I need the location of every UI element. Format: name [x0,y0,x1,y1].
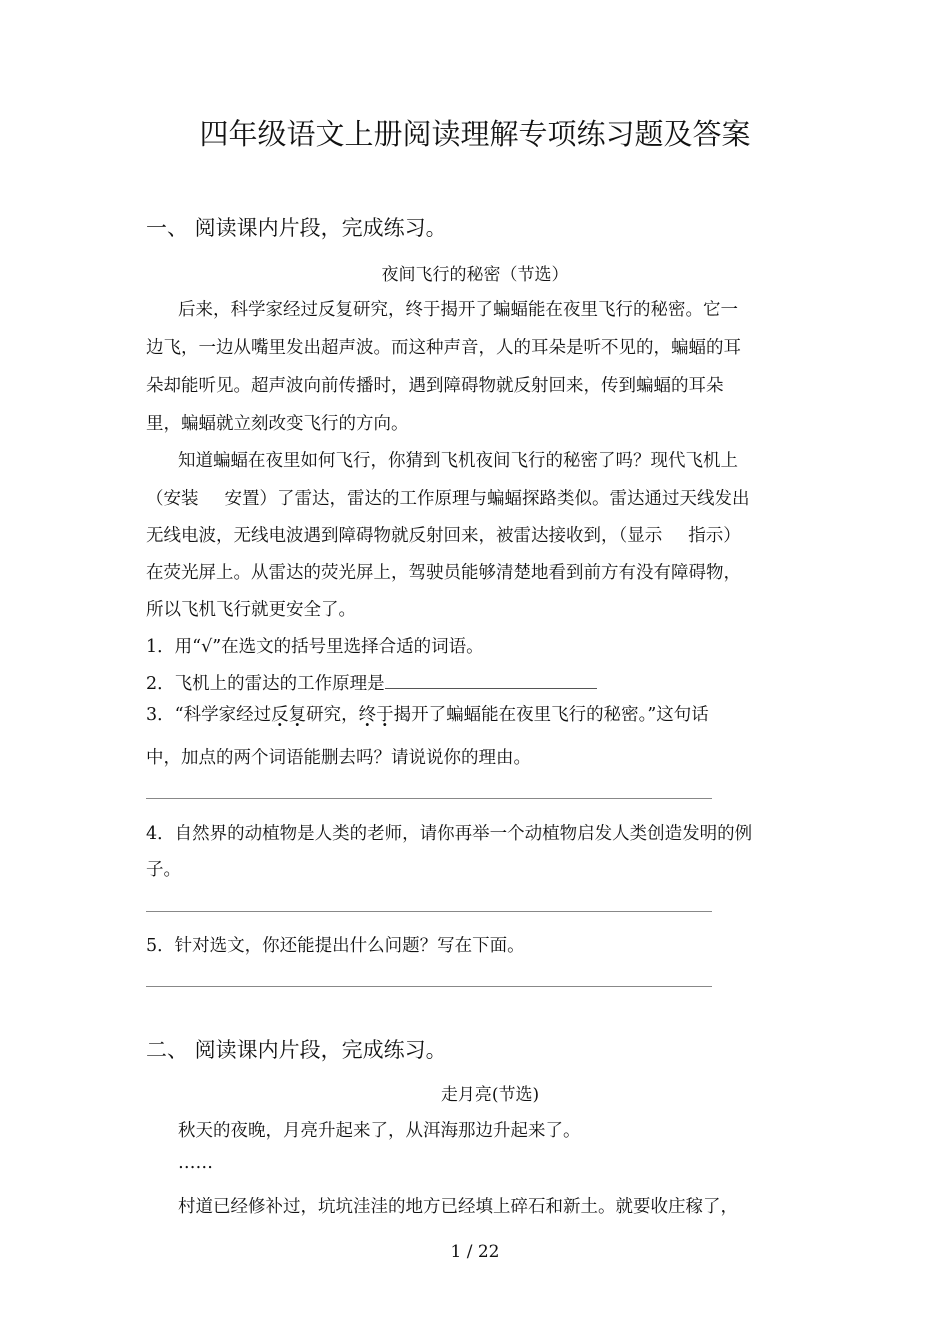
answer-blank[interactable] [385,674,597,689]
question-4: 4．自然界的动植物是人类的老师，请你再举一个动植物启发人类创造发明的例 [146,824,753,844]
section-2-heading: 二、 阅读课内片段，完成练习。 [146,1038,447,1062]
answer-line[interactable] [146,911,712,912]
passage-1-line: 里，蝙蝠就立刻改变飞行的方向。 [146,414,409,434]
choice-option[interactable]: （安装 [146,489,199,509]
passage-1-title: 夜间飞行的秘密（节选） [381,265,569,285]
section-1-heading: 一、 阅读课内片段，完成练习。 [146,216,447,240]
passage-1-line: 所以飞机飞行就更安全了。 [146,600,356,620]
question-3-text: 揭开了蝙蝠能在夜里飞行的秘密。”这句话 [393,705,709,725]
question-4-line-2: 子。 [146,860,181,880]
emphasis-char: 复 [288,705,307,725]
choice-option[interactable]: 指示） [688,526,741,546]
passage-1-line: 边飞，一边从嘴里发出超声波。而这种声音，人的耳朵是听不见的，蝙蝠的耳 [146,338,741,358]
passage-1-line: 在荧光屏上。从雷达的荧光屏上，驾驶员能够清楚地看到前方有没有障碍物， [146,563,741,583]
answer-line[interactable] [146,798,712,799]
passage-1-line [146,485,750,510]
question-3-text: 研究， [306,705,359,725]
question-3-text: 3．“科学家经过 [146,705,272,725]
emphasis-char: 反 [271,705,289,725]
emphasis-char: 终 [358,705,377,725]
passage-2-line: 秋天的夜晚，月亮升起来了，从洱海那边升起来了。 [178,1121,581,1141]
passage-1-line [146,522,741,547]
passage-2-ellipsis: …… [178,1153,213,1173]
choice-option[interactable]: 安置）了雷达，雷达的工作原理与蝙蝠探路类似。雷达通过天线发出 [224,489,750,509]
emphasis-char: 于 [376,705,394,725]
question-2 [146,670,597,695]
question-3-line-2: 中，加点的两个词语能删去吗？请说说你的理由。 [146,748,531,768]
question-5: 5．针对选文，你还能提出什么问题？写在下面。 [146,936,525,956]
document-title: 四年级语文上册阅读理解专项练习题及答案 [199,117,751,151]
question-2-text: 2．飞机上的雷达的工作原理是 [146,674,385,694]
passage-2-line: 村道已经修补过，坑坑洼洼的地方已经填上碎石和新土。就要收庄稼了， [178,1197,738,1217]
passage-1-line: 朵却能听见。超声波向前传播时，遇到障碍物就反射回来，传到蝙蝠的耳朵 [146,376,724,396]
passage-2-title: 走月亮(节选) [440,1085,540,1105]
choice-option[interactable]: 无线电波，无线电波遇到障碍物就反射回来，被雷达接收到，（显示 [146,526,663,546]
passage-1-line: 后来，科学家经过反复研究，终于揭开了蝙蝠能在夜里飞行的秘密。它一 [178,300,738,320]
page-number: 1 / 22 [450,1242,500,1262]
answer-line[interactable] [146,986,712,987]
question-1: 1．用“√”在选文的括号里选择合适的词语。 [146,637,484,657]
passage-1-line: 知道蝙蝠在夜里如何飞行，你猜到飞机夜间飞行的秘密了吗？现代飞机上 [178,451,738,471]
question-3 [146,701,709,726]
